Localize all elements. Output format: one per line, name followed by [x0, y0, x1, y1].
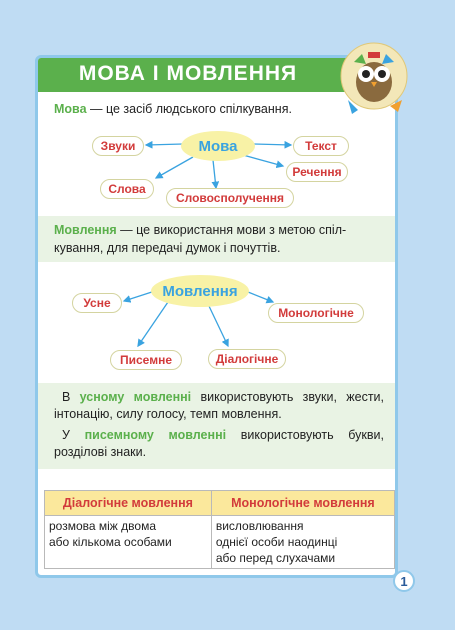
node-sentence: Речення: [286, 162, 348, 182]
owl-mascot-illustration: [338, 40, 410, 122]
paragraph-written: [54, 427, 384, 461]
definition-speech-line2: кування, для передачі думок і почуттів.: [54, 241, 281, 255]
cell-dialogic-line: або кількома особами: [49, 535, 172, 549]
node-phrases: Словосполучення: [166, 188, 294, 208]
cell-monologic-line: однієї особи наодинці: [215, 535, 338, 549]
cell-dialogic-line: розмова між двома: [49, 519, 157, 533]
diagram2-center: Мовлення: [151, 275, 249, 307]
definition-speech-line1: [54, 221, 346, 239]
paragraph-oral-pre: В: [62, 390, 80, 404]
cell-monologic-line: висловлювання: [215, 519, 304, 533]
term-oral-speech: усному мовленні: [79, 390, 192, 404]
table-header-row: [45, 491, 395, 516]
term-language: Мова: [54, 102, 87, 116]
speech-types-band: [38, 383, 395, 469]
table-row: [45, 516, 395, 569]
diagram1-center: Мова: [181, 131, 255, 161]
header-dialogic: Діалогічне мовлення: [45, 491, 212, 516]
definition-language-text: — це засіб людського спілкування.: [86, 102, 292, 116]
node-sounds: Звуки: [92, 136, 144, 156]
content-card: [35, 55, 398, 578]
definition-speech-text1: — це використання мови з метою спіл-: [116, 223, 347, 237]
header-monologic: Монологічне мовлення: [211, 491, 394, 516]
page-number: 1: [393, 570, 415, 592]
term-written-speech: писемному мовленні: [84, 428, 227, 442]
paragraph-written-post: використовують букви, розділові знаки.: [54, 428, 384, 459]
paragraph-oral: [54, 389, 384, 423]
node-monologic: Монологічне: [268, 303, 364, 323]
node-text: Текст: [293, 136, 349, 156]
node-words: Слова: [100, 179, 154, 199]
cell-monologic-line: або перед слухачами: [215, 551, 336, 565]
definition-speech-band: [38, 216, 395, 262]
cell-monologic: [211, 516, 394, 569]
page-title: МОВА І МОВЛЕННЯ: [78, 62, 298, 85]
node-written: Писемне: [110, 350, 182, 370]
paragraph-written-pre: У: [62, 428, 85, 442]
speech-comparison-table: [44, 490, 395, 569]
node-dialogic: Діалогічне: [208, 349, 286, 369]
term-speech: Мовлення: [54, 223, 117, 237]
cell-dialogic: [45, 516, 212, 569]
paragraph-oral-post: використовують звуки, жести, інтонацію, силу голосу, темп мовлення.: [54, 390, 384, 421]
node-oral: Усне: [72, 293, 122, 313]
